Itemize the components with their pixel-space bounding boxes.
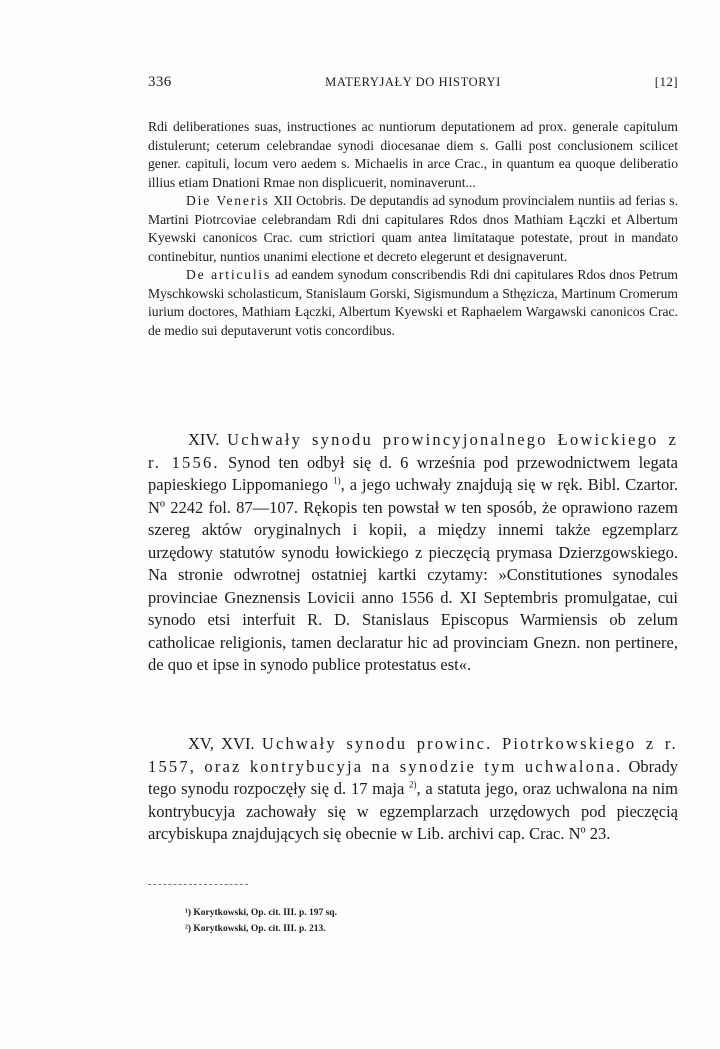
latin-paragraph: Rdi deliberationes suas, instructiones ac nuntiorum deputationem ad prox. generale capitulum distulerunt; ceterum celebrandae synodi diocesanae diem s. Galli post conclusionem scilicet gener. capituli, locum vero aedem s. Michaelis in arce Crac., in quantum ea quoque deliberatio illius etiam Dnationi Rmae non displicuerit, nominaverunt... bbox=[148, 119, 678, 190]
spaced-lead: Die Veneris bbox=[186, 193, 270, 208]
paragraph-text: , a statuta jego, oraz uchwalona na nim kontrybucyja zachowały się w egzemplarzach urzędowych pod pieczęcią arcybiskupa znajdujących się obecnie w Lib. archivi cap. Crac. Nº 23. bbox=[148, 779, 678, 843]
paragraph-text: , a jego uchwały znajdują się w ręk. Bibl. Czartor. Nº 2242 fol. 87—107. Rękopis ten powstał w ten sposób, że oprawiono razem szereg aktów oryginalnych i kopii, a między innemi także egzemplarz urzędowy statutów synodu łowickiego z pieczęcią prymasa Dzierzgowskiego. Na stronie odwrotnej ostatniej kartki czytamy: »Constitutiones synodales provinciae Gneznensis Lovicii anno 1556 d. XI Septembris promulgatae, cui synodo etsi interfuit R. D. Stanislaus Episcopus Warmiensis ob zelum catholicae religionis, tamen declaratur hic ad provinciam Gnezn. non pertinere, de quo et ipse in synodo publice protestatus est«. bbox=[148, 475, 678, 674]
section-xiv bbox=[148, 429, 678, 677]
footnote: ¹) Korytkowski, Op. cit. III. p. 197 sq. bbox=[185, 908, 337, 918]
page-number: 336 bbox=[148, 74, 172, 90]
spaced-lead: De articulis bbox=[186, 267, 272, 282]
footnote-divider bbox=[148, 884, 248, 885]
running-title: MATERYJAŁY DO HISTORYI bbox=[325, 75, 501, 89]
section-title: Uchwały synodu prowincyjonalnego Łowickiego z r. 1556. bbox=[148, 430, 678, 472]
section-number: XV, XVI. bbox=[188, 734, 255, 753]
footnotes bbox=[185, 905, 585, 937]
footnote-ref: 1) bbox=[333, 475, 341, 486]
paragraph-text: ad eandem synodum conscribendis Rdi dni capitulares Rdos dnos Petrum Myschkowski scholasticum, Stanislaum Gorski, Sigismundum a Sthęzicza, Martinum Cromerum iurium doctores, Mathiam Łączki, Albertum Kyewski et Raphaelem Wargawski canonicos Crac. de medio sui deputaverunt votis concordibus. bbox=[148, 267, 679, 338]
section-number-bracket: [12] bbox=[654, 74, 678, 89]
latin-paragraph bbox=[148, 266, 678, 340]
paragraph-text: XII Octobris. De deputandis ad synodum provincialem nuntiis ad ferias s. Martini Piotrcoviae celebrandam Rdi dni capitulares Rdos dnos Mathiam Łączki et Albertum Kyewski canonicos Crac. cum strictiori quam antea limitataque potestate, prout in mandato continebitur, nuntios unanimi electione et decreto elegerunt et designaverunt. bbox=[148, 193, 678, 264]
paragraph-text: Synod ten odbył się d. 6 września pod przewodnictwem legata papieskiego Lippomaniego bbox=[148, 452, 678, 494]
latin-paragraph bbox=[148, 192, 678, 266]
section-paragraph bbox=[148, 733, 678, 846]
footnote-ref: 2) bbox=[409, 779, 417, 790]
section-paragraph bbox=[148, 429, 678, 677]
paragraph-text: Obrady tego synodu rozpoczęły się d. 17 maja bbox=[148, 756, 678, 798]
section-title: Uchwały synodu prowinc. Piotrkowskiego z r. 1557, oraz kontrybucyja na synodzie tym uchwalona. bbox=[148, 734, 678, 776]
page-header bbox=[148, 74, 678, 96]
section-number: XIV. bbox=[188, 430, 220, 449]
footnote: ²) Korytkowski, Op. cit. III. p. 213. bbox=[185, 924, 326, 934]
section-xv-xvi bbox=[148, 733, 678, 846]
latin-excerpt bbox=[148, 118, 678, 340]
